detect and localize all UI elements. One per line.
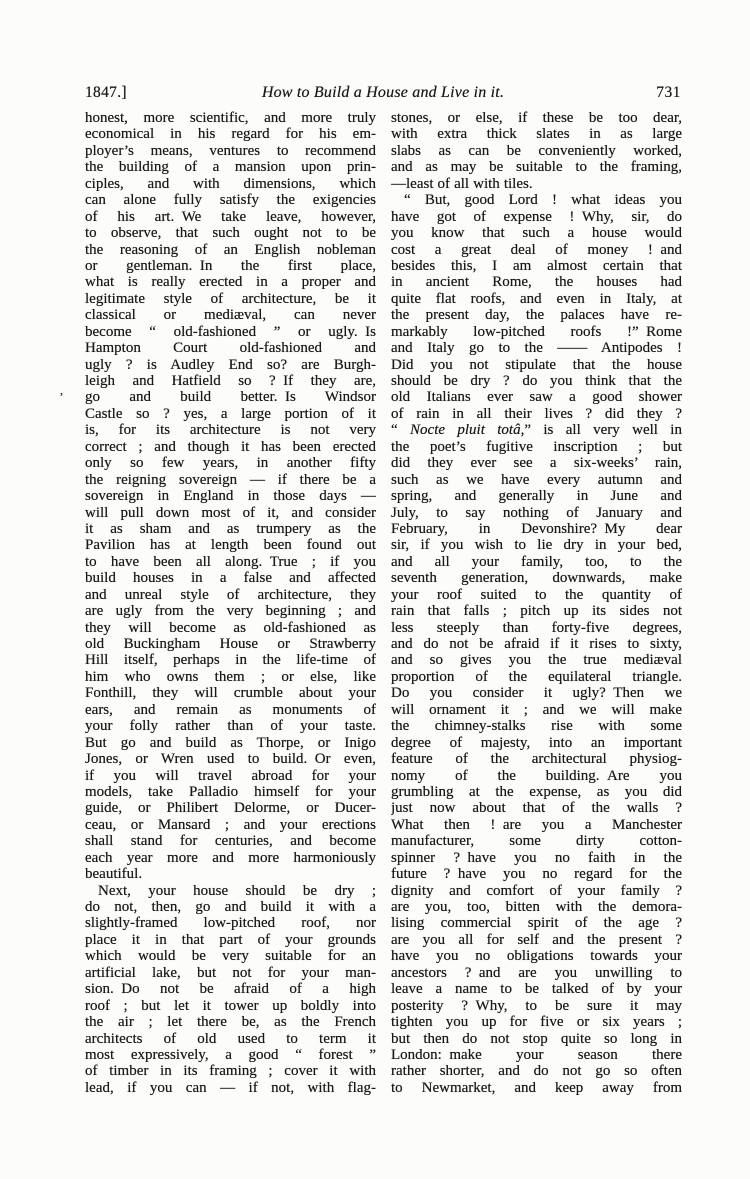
text-line: your roof suited to the quantity of — [391, 586, 682, 603]
text-line: Hampton Court old-fashioned and — [85, 340, 376, 357]
text-line: quite flat roofs, and even in Italy, at — [391, 290, 682, 307]
text-line: place it in that part of your grounds — [85, 931, 376, 948]
text-line: old Italians ever saw a good shower — [391, 389, 682, 406]
page-number: 731 — [656, 84, 681, 101]
text-line: only so few years, in another fifty — [85, 455, 376, 472]
text-line: have got of expense ! Why, sir, do — [391, 208, 682, 225]
text-line: slightly-framed low-pitched roof, nor — [85, 915, 376, 932]
text-line: ugly ? is Audley End so? are Burgh- — [85, 356, 376, 373]
text-line: you know that such a house would — [391, 225, 682, 242]
text-line: which would be very suitable for an — [85, 948, 376, 965]
text-line: and do not be afraid if it rises to sixty, — [391, 636, 682, 652]
text-line: seventh generation, downwards, make — [391, 570, 682, 587]
text-line: leigh and Hatfield so ? If they are, — [85, 373, 376, 389]
page-title: How to Build a House and Live in it. — [261, 84, 505, 101]
text-line: July, to say nothing of January and — [391, 504, 682, 521]
text-line: and Italy go to the —— Antipodes ! — [391, 340, 682, 357]
text-line: but then do not stop quite so long in — [391, 1030, 682, 1047]
text-line: dignity and comfort of your family ? — [391, 882, 682, 899]
text-line: —least of all with tiles. — [391, 175, 533, 192]
text-line: Castle so ? yes, a large portion of it — [85, 405, 376, 422]
text-line: do not, then, go and build it with a — [85, 899, 376, 915]
text-line: “ But, good Lord ! what ideas you — [404, 192, 682, 209]
text-line: Hill itself, perhaps in the life-time of — [85, 652, 376, 669]
margin-print-speck: , — [60, 383, 63, 397]
text-line: shall stand for centuries, and become — [85, 833, 376, 850]
text-line: models, take Palladio himself for your — [85, 783, 376, 800]
text-line: ancestors ? and are you unwilling to — [391, 964, 682, 981]
text-line: will pull down most of it, and consider — [85, 504, 376, 521]
text-line: it as sham and as trumpery as the — [85, 520, 376, 537]
text-line: of timber in its framing ; cover it with — [85, 1063, 376, 1080]
text-line: manufacturer, some dirty cotton- — [391, 833, 682, 850]
text-line: sovereign in England in those days — — [85, 488, 376, 505]
left-column — [85, 110, 376, 1096]
text-line: cost a great deal of money ! and — [391, 241, 682, 258]
text-line: less steeply than forty-five degrees, — [391, 619, 682, 636]
text-line: lising commercial spirit of the age ? — [391, 915, 682, 932]
text-line: your folly rather than of your taste. — [85, 718, 376, 735]
text-line: besides this, I am almost certain that — [391, 257, 682, 274]
text-line: or gentleman. In the first place, — [85, 257, 376, 274]
text-line: February, in Devonshire? My dear — [391, 520, 682, 537]
text-line: lead, if you can — if not, with flag- — [85, 1079, 376, 1096]
text-line: become “ old-fashioned ” or ugly. Is — [85, 323, 376, 340]
text-line: guide, or Philibert Delorme, or Ducer- — [85, 800, 376, 817]
text-line: classical or mediæval, can never — [85, 307, 376, 324]
text-line: have you no obligations towards your — [391, 948, 682, 965]
text-line: such as we have every autumn and — [391, 471, 682, 488]
text-line: beautiful. — [85, 866, 143, 883]
header-date-label: 1847.] — [85, 84, 127, 101]
text-line: just now about that of the walls ? — [391, 800, 682, 817]
text-line: is, for its architecture is not very — [85, 422, 376, 439]
text-line: to Newmarket, and keep away from — [391, 1079, 682, 1096]
text-line: the chimney-stalks rise with some — [391, 718, 682, 735]
text-line: markably low-pitched roofs !” Rome — [391, 323, 682, 340]
running-head — [85, 84, 681, 102]
text-line: are ugly from the very beginning ; and — [85, 603, 376, 620]
text-line: the present day, the palaces have re- — [391, 307, 682, 324]
text-columns — [85, 110, 682, 1096]
text-line: spring, and generally in June and — [391, 488, 682, 505]
text-line: feature of the architectural physiog- — [391, 751, 682, 768]
text-line: build houses in a false and affected — [85, 570, 376, 587]
text-line: What then ! are you a Manchester — [391, 816, 682, 833]
text-line: roof ; but let it tower up boldly into — [85, 997, 376, 1014]
text-line: the reasoning of an English nobleman — [85, 241, 376, 258]
text-line: rather shorter, and do not go so often — [391, 1063, 682, 1080]
text-line: most expressively, a good “ forest ” — [85, 1046, 376, 1063]
text-line: if you will travel abroad for your — [85, 767, 376, 784]
text-line: grumbling at the expense, as you did — [391, 783, 682, 800]
text-line: “ Nocte pluit totâ,” is all very well in — [391, 422, 682, 439]
text-line: sion. Do not be afraid of a high — [85, 981, 376, 998]
text-line: ears, and remain as monuments of — [85, 701, 376, 718]
text-line: are you all for self and the present ? — [391, 931, 682, 948]
text-line: ployer’s means, ventures to recommend — [85, 142, 376, 159]
text-line: rain that falls ; pitch up its sides not — [391, 603, 682, 620]
text-line: of his art. We take leave, however, — [85, 208, 376, 225]
text-line: what is really erected in a proper and — [85, 274, 376, 291]
text-line: stones, or else, if these be too dear, — [391, 110, 682, 126]
text-line: ceau, or Mansard ; and your erections — [85, 816, 376, 833]
text-line: spinner ? have you no faith in the — [391, 849, 682, 866]
right-column — [391, 110, 682, 1096]
text-line: Do you consider it ugly? Then we — [391, 685, 682, 702]
text-line: London: make your season there — [391, 1046, 682, 1063]
text-line: the building of a mansion upon prin- — [85, 159, 376, 176]
text-line: of rain in all their lives ? did they ? — [391, 405, 682, 422]
text-line: economical in his regard for his em- — [85, 126, 376, 143]
text-line: the reigning sovereign — if there be a — [85, 471, 376, 488]
text-line: Did you not stipulate that the house — [391, 356, 682, 373]
text-line: artificial lake, but not for your man- — [85, 964, 376, 981]
text-line: architects of old used to term it — [85, 1030, 376, 1047]
text-line: posterity ? Why, to be sure it may — [391, 997, 682, 1014]
text-line: and as may be suitable to the framing, — [391, 159, 682, 176]
text-line: Jones, or Wren used to build. Or even, — [85, 751, 376, 768]
text-line: they will become as old-fashioned as — [85, 619, 376, 636]
text-line: degree of majesty, into an important — [391, 734, 682, 751]
text-line: nomy of the building. Are you — [391, 767, 682, 784]
text-line: are you, too, bitten with the demora- — [391, 899, 682, 915]
text-line: old Buckingham House or Strawberry — [85, 636, 376, 652]
text-line: and so gives you the true mediæval — [391, 652, 682, 669]
text-line: slabs as can be conveniently worked, — [391, 142, 682, 159]
text-line: But go and build as Thorpe, or Inigo — [85, 734, 376, 751]
text-line: and unreal style of architecture, they — [85, 586, 376, 603]
text-line: did they ever see a six-weeks’ rain, — [391, 455, 682, 472]
text-line: should be dry ? do you think that the — [391, 373, 682, 389]
text-line: tighten you up for five or six years ; — [391, 1014, 682, 1031]
text-line: Pavilion has at length been found out — [85, 537, 376, 554]
text-line: to observe, that such ought not to be — [85, 225, 376, 242]
text-line: each year more and more harmoniously — [85, 849, 376, 866]
text-line: future ? have you no regard for the — [391, 866, 682, 883]
text-line: honest, more scientific, and more truly — [85, 110, 376, 126]
text-line: legitimate style of architecture, be it — [85, 290, 376, 307]
text-line: will ornament it ; and we will make — [391, 701, 682, 718]
text-line: Fonthill, they will crumble about your — [85, 685, 376, 702]
text-line: the air ; let there be, as the French — [85, 1014, 376, 1031]
text-line: go and build better. Is Windsor — [85, 389, 376, 406]
text-line: sir, if you wish to lie dry in your bed, — [391, 537, 682, 554]
text-line: and all your family, too, to the — [391, 553, 682, 570]
text-line: Next, your house should be dry ; — [98, 882, 376, 899]
text-line: ciples, and with dimensions, which — [85, 175, 376, 192]
text-line: the poet’s fugitive inscription ; but — [391, 438, 682, 455]
text-line: correct ; and though it has been erected — [85, 438, 376, 455]
text-line: him who owns them ; or else, like — [85, 668, 376, 685]
text-line: to have been all along. True ; if you — [85, 553, 376, 570]
text-line: with extra thick slates in as large — [391, 126, 682, 143]
text-line: leave a name to be talked of by your — [391, 981, 682, 998]
text-line: in ancient Rome, the houses had — [391, 274, 682, 291]
text-line: can alone fully satisfy the exigencies — [85, 192, 376, 209]
text-line: proportion of the equilateral triangle. — [391, 668, 682, 685]
